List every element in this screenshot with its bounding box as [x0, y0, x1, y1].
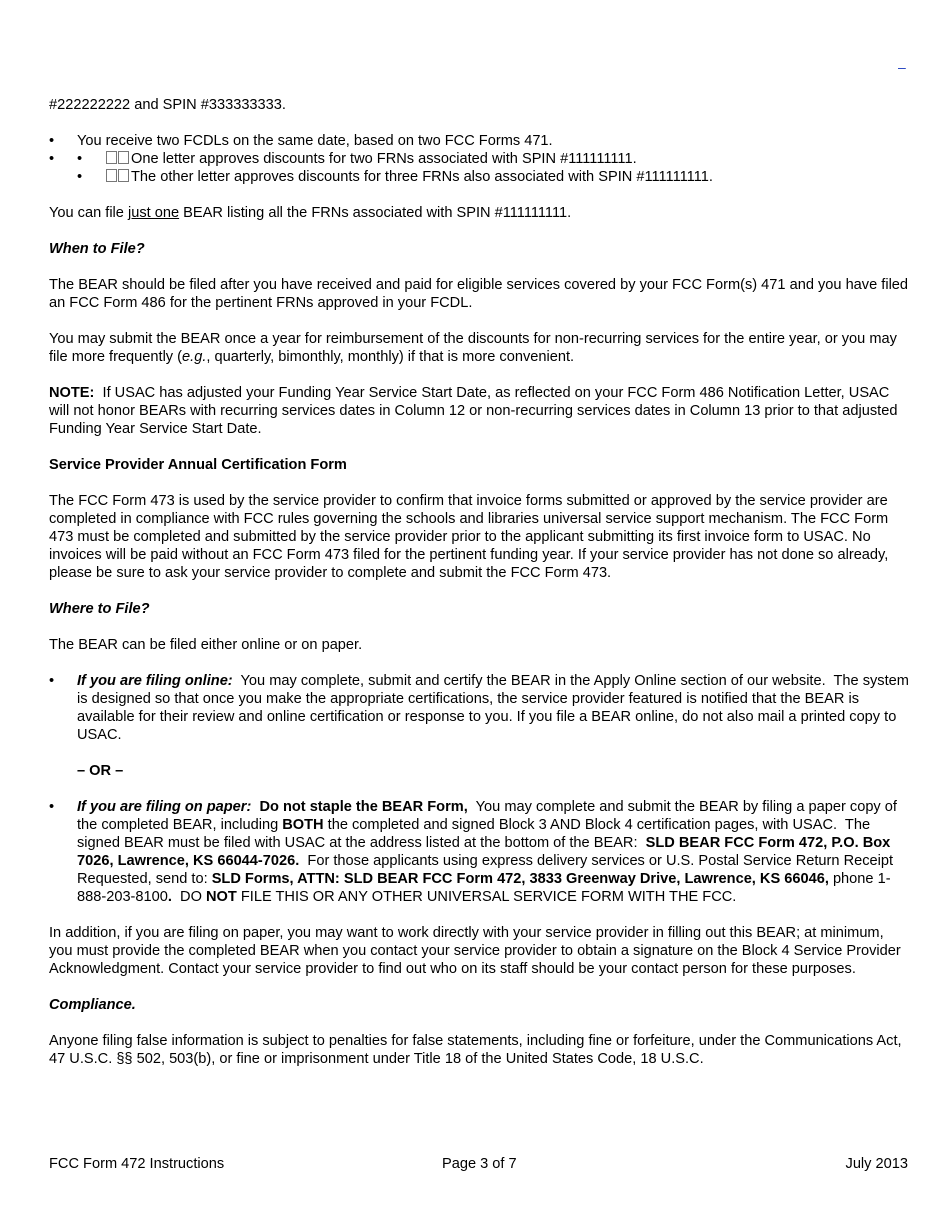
express-address: SLD Forms, ATTN: SLD BEAR FCC Form 472, 3833 Greenway Drive, Lawrence, KS 66046,	[211, 871, 829, 887]
document-body	[49, 96, 911, 1086]
footer-date: July 2013	[845, 1156, 908, 1172]
file-one-paragraph: You can file just one BEAR listing all the FRNs associated with SPIN #111111111.	[49, 205, 572, 221]
when-paragraph-2: You may submit the BEAR once a year for reimbursement of the discounts for non-recurring services for the entire year, or you may file more frequently (e.g., quarterly, bimonthly, monthly) if that is more convenient.	[49, 331, 897, 365]
footer-title: FCC Form 472 Instructions	[49, 1156, 225, 1172]
note-label: NOTE:	[49, 385, 95, 401]
page-number: Page 3 of 7	[442, 1156, 517, 1172]
compliance-heading: Compliance.	[49, 997, 136, 1013]
note-paragraph: NOTE: If USAC has adjusted your Funding Year Service Start Date, as reflected on your FCC Form 486 Notification Letter, USAC will not honor BEARs with recurring services dates in Column 12 or non-recurring services dates in Column 13 prior to that adjusted Funding Year Service Start Date.	[49, 385, 902, 437]
where-paragraph: The BEAR can be filed either online or on paper.	[49, 637, 363, 653]
online-label: If you are filing online:	[77, 673, 233, 689]
when-paragraph-1: The BEAR should be filed after you have received and paid for eligible services covered by your FCC Form(s) 471 and you have filed an FCC Form 486 for the pertinent FRNs approved in your FCDL.	[49, 277, 909, 311]
placeholder-glyph-icon	[106, 151, 130, 167]
where-to-file-heading: Where to File?	[49, 601, 150, 617]
emphasis-underlined: just one	[127, 205, 180, 221]
bullet-text: You receive two FCDLs on the same date, based on two FCC Forms 471.	[77, 133, 553, 149]
mailing-address: SLD BEAR FCC Form 472, P.O. Box 7026, Lawrence, KS 66044-7026.	[77, 835, 891, 869]
when-to-file-heading: When to File?	[49, 241, 145, 257]
intro-line: #222222222 and SPIN #333333333.	[49, 97, 286, 113]
sub-bullet-text: One letter approves discounts for two FRNs associated with SPIN #111111111.	[131, 151, 637, 167]
spac-heading: Service Provider Annual Certification Form	[49, 457, 347, 473]
compliance-paragraph: Anyone filing false information is subject to penalties for false statements, including fine or forfeiture, under the Communications Act, 47 U.S.C. §§ 502, 503(b), or fine or imprisonment under Title 18 of the United States Code, 18 U.S.C.	[49, 1033, 902, 1067]
list-item	[49, 132, 911, 150]
addition-paragraph: In addition, if you are filing on paper, you may want to work directly with your service provider in filling out this BEAR; at minimum, you must provide the completed BEAR when you contact your service provider to obtain a signature on the Block 4 Service Provider Acknowledgment. Contact your service provider to find out who on its staff should be your contact person for these purposes.	[49, 925, 901, 977]
paper-list-item: • If you are filing on paper: Do not staple the BEAR Form, You may complete and submit the BEAR by filing a paper copy of the completed BEAR, including BOTH the completed and signed Block 3 AND Block 4 certification pages, with USAC. The signed BEAR must be filed with USAC at the address listed at the bottom of the BEAR: SLD BEAR FCC Form 472, P.O. Box 7026, Lawrence, KS 66044-7026. For those applicants using express delivery services or U.S. Postal Service Return Receipt Requested, send to: SLD Forms, ATTN: SLD BEAR FCC Form 472, 3833 Greenway Drive, Lawrence, KS 66046, phone 1-888-203-8100. DO NOT FILE THIS OR ANY OTHER UNIVERSAL SERVICE FORM WITH THE FCC.	[49, 798, 911, 906]
or-separator: – OR –	[77, 763, 124, 779]
corner-mark: –	[898, 59, 906, 75]
spac-paragraph: The FCC Form 473 is used by the service provider to confirm that invoice forms submitted or approved by the service provider are completed in compliance with FCC rules governing the schools and libraries universal service support mechanism. The FCC Form 473 must be completed and submitted by the service provider prior to the applicant submitting its first invoice form to USAC. No invoices will be paid without an FCC Form 473 filed for the pertinent funding year. If your service provider has not done so already, please be sure to ask your service provider to complete and submit the FCC Form 473.	[49, 493, 889, 581]
sub-list	[49, 150, 911, 186]
placeholder-glyph-icon	[106, 169, 130, 185]
sub-list-item	[77, 150, 911, 168]
sub-bullet-text: The other letter approves discounts for three FRNs also associated with SPIN #111111111.	[131, 169, 713, 185]
sub-list-item	[77, 168, 911, 186]
online-list-item: • If you are filing online: You may complete, submit and certify the BEAR in the Apply Online section of our website. The system is designed so that once you make the appropriate certifications, the service provider featured is notified that the BEAR is available for their review and online certification or response to you. If you file a BEAR online, do not also mail a printed copy to USAC.	[49, 672, 911, 744]
page-footer	[49, 1155, 908, 1173]
paper-label: If you are filing on paper:	[77, 799, 252, 815]
